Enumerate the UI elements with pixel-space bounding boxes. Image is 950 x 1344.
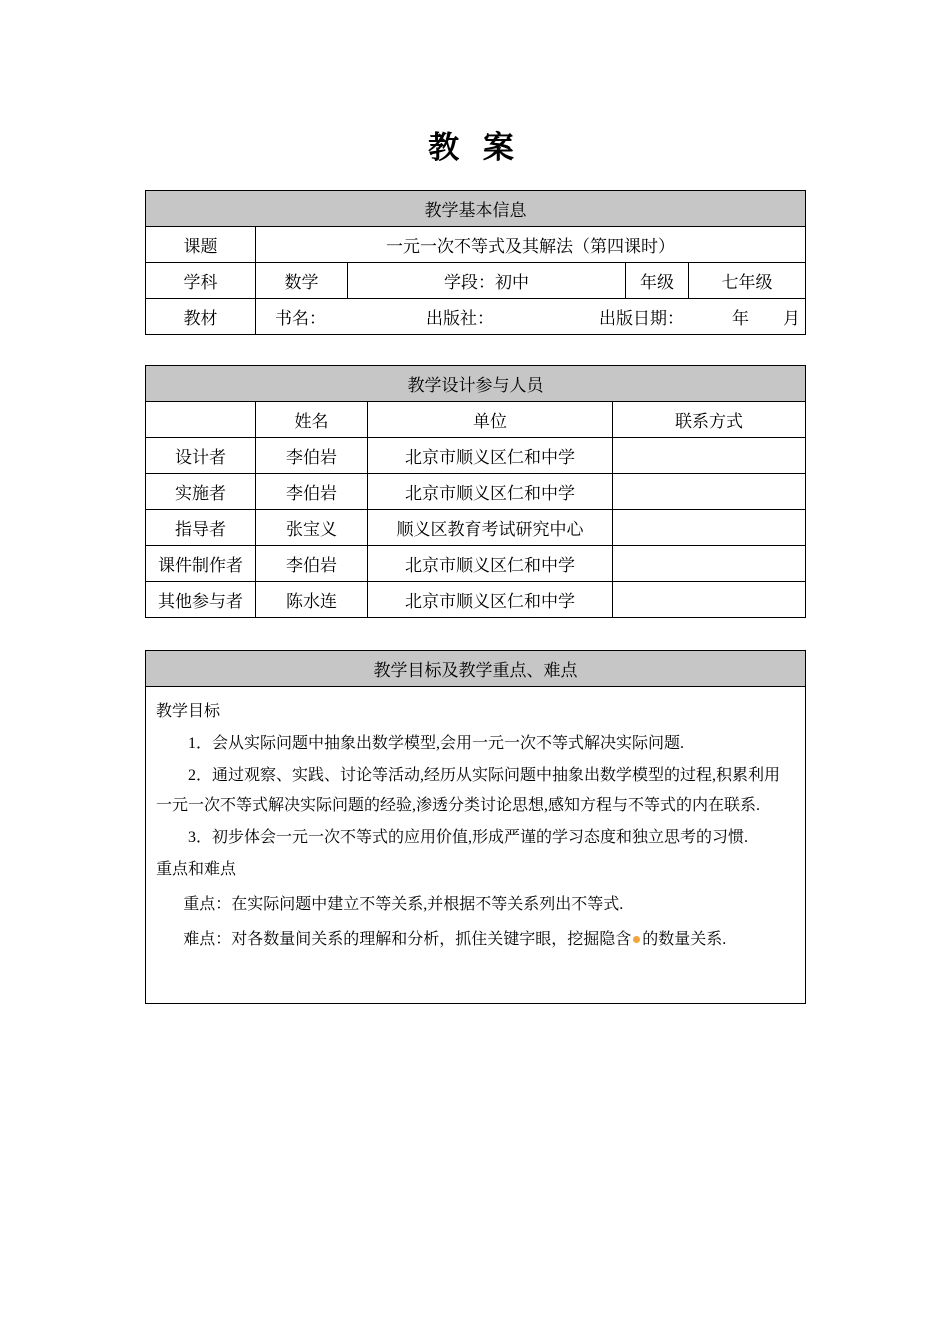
contact-cell	[613, 582, 806, 618]
participant-row	[146, 510, 806, 546]
stage-value: 学段：初中	[348, 263, 626, 299]
contact-column-header: 联系方式	[613, 402, 806, 438]
participant-row	[146, 582, 806, 618]
name-cell: 李伯岩	[256, 438, 368, 474]
participant-row	[146, 474, 806, 510]
goal-item-2: 2．通过观察、实践、讨论等活动,经历从实际问题中抽象出数学模型的过程,积累利用一元一次不等式解决实际问题的经验,渗透分类讨论思想,感知方程与不等式的内在联系.	[156, 767, 781, 814]
grade-label: 年级	[626, 263, 689, 299]
table-row	[146, 299, 806, 335]
difficult-point	[156, 925, 795, 955]
org-cell: 北京市顺义区仁和中学	[368, 438, 613, 474]
objectives-header: 教学目标及教学重点、难点	[146, 651, 806, 687]
table-header-row	[146, 651, 806, 687]
objectives-body	[146, 687, 806, 1004]
topic-value: 一元一次不等式及其解法（第四课时）	[256, 227, 806, 263]
subject-value: 数学	[256, 263, 348, 299]
participant-row	[146, 546, 806, 582]
difficult-point-text: 难点：对各数量间关系的理解和分析，抓住关键字眼，挖掘隐含	[183, 931, 632, 948]
goal-item-1: 1．会从实际问题中抽象出数学模型,会用一元一次不等式解决实际问题.	[188, 735, 685, 752]
topic-label: 课题	[146, 227, 256, 263]
name-cell: 李伯岩	[256, 546, 368, 582]
publish-date-label: 出版日期：	[599, 309, 684, 328]
participants-header: 教学设计参与人员	[146, 366, 806, 402]
table-row	[146, 227, 806, 263]
role-cell: 课件制作者	[146, 546, 256, 582]
key-point: 重点：在实际问题中建立不等关系,并根据不等关系列出不等式.	[183, 896, 624, 913]
table-row	[146, 263, 806, 299]
book-name-label: 书名：	[275, 309, 326, 328]
table-header-row	[146, 366, 806, 402]
participants-table	[145, 365, 806, 618]
page-title: 教 案	[428, 130, 522, 165]
contact-cell	[613, 510, 806, 546]
objectives-body-row	[146, 687, 806, 1004]
participant-row	[146, 438, 806, 474]
contact-cell	[613, 438, 806, 474]
role-cell: 设计者	[146, 438, 256, 474]
org-cell: 北京市顺义区仁和中学	[368, 474, 613, 510]
contact-cell	[613, 474, 806, 510]
name-cell: 陈水连	[256, 582, 368, 618]
role-cell: 实施者	[146, 474, 256, 510]
basic-info-header: 教学基本信息	[146, 191, 806, 227]
material-detail-cell	[256, 299, 806, 335]
annotation-dot-icon	[633, 936, 640, 943]
org-cell: 北京市顺义区仁和中学	[368, 582, 613, 618]
role-cell: 指导者	[146, 510, 256, 546]
grade-value: 七年级	[689, 263, 806, 299]
objectives-table	[145, 650, 806, 1004]
publisher-label: 出版社：	[426, 309, 494, 328]
org-column-header: 单位	[368, 402, 613, 438]
goal-item-3: 3．初步体会一元一次不等式的应用价值,形成严谨的学习态度和独立思考的习惯.	[188, 829, 749, 846]
column-header-row	[146, 402, 806, 438]
org-cell: 北京市顺义区仁和中学	[368, 546, 613, 582]
material-label: 教材	[146, 299, 256, 335]
material-detail	[260, 304, 801, 329]
role-cell: 其他参与者	[146, 582, 256, 618]
subject-label: 学科	[146, 263, 256, 299]
name-cell: 李伯岩	[256, 474, 368, 510]
difficult-point-text-end: 的数量关系.	[642, 931, 727, 948]
basic-info-table	[145, 190, 806, 335]
org-cell: 顺义区教育考试研究中心	[368, 510, 613, 546]
table-header-row	[146, 191, 806, 227]
role-column-header	[146, 402, 256, 438]
name-cell: 张宝义	[256, 510, 368, 546]
points-title: 重点和难点	[156, 861, 237, 878]
goals-title: 教学目标	[156, 703, 221, 720]
contact-cell	[613, 546, 806, 582]
name-column-header: 姓名	[256, 402, 368, 438]
year-month-label: 年 月	[732, 309, 800, 328]
